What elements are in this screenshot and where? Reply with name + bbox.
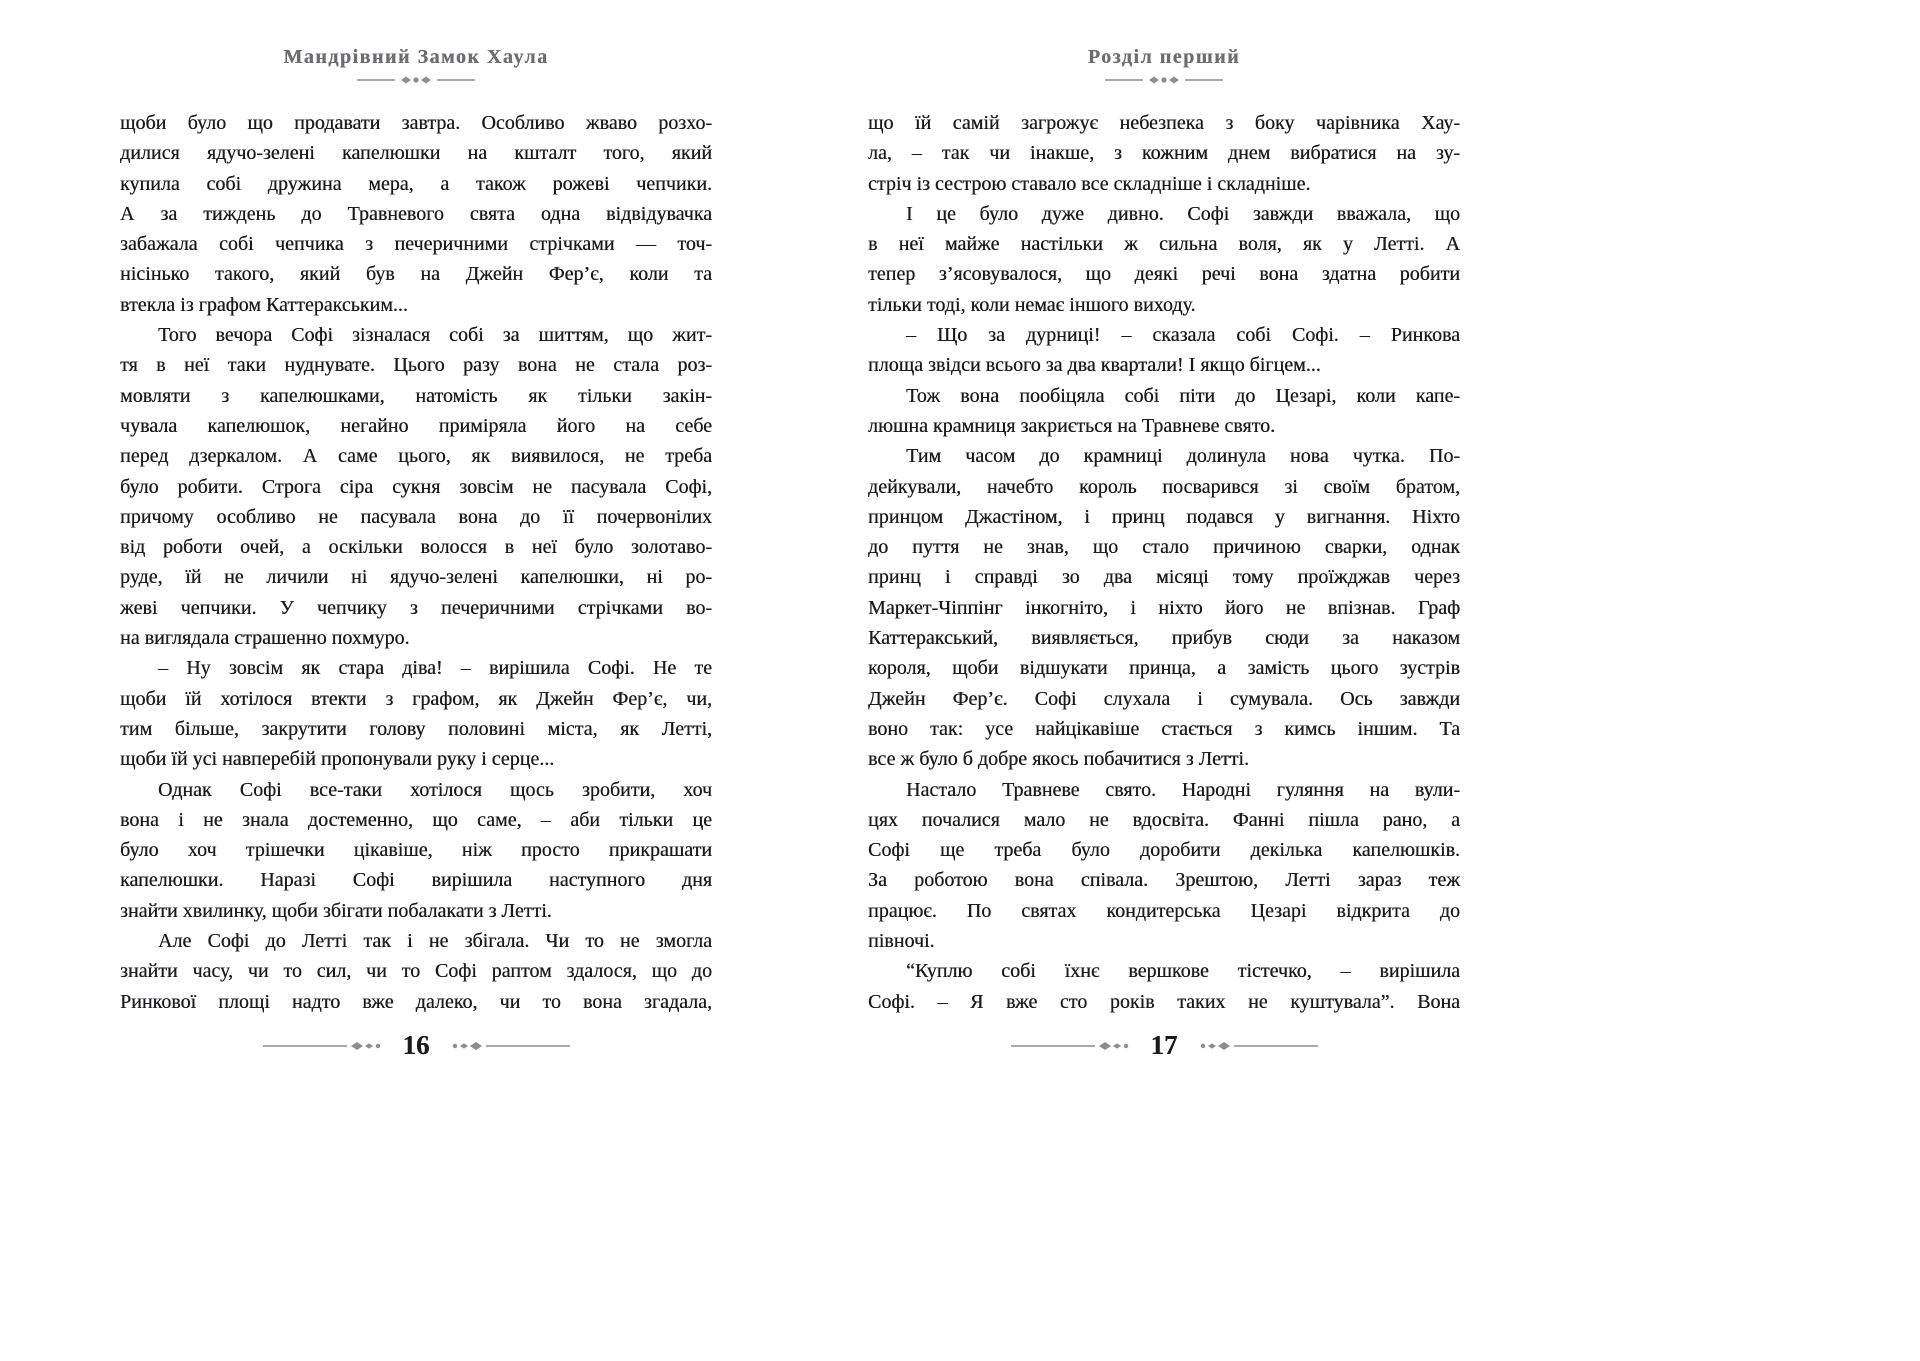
- paragraph: [868, 199, 1460, 320]
- right-header-title: Розділ перший: [1087, 46, 1241, 68]
- footer-flourish-left-icon: [1011, 1039, 1131, 1053]
- text-line: Маркет-Чіппінг інкогніто, і ніхто його не впізнав. Граф: [868, 596, 1460, 619]
- text-line: – Ну зовсім як стара діва! – вирішила Софі. Не те: [158, 657, 712, 680]
- paragraph: [120, 775, 712, 926]
- text-line: Джейн Фер’є. Софі слухала і сумувала. Ось завжди: [868, 687, 1460, 710]
- text-line: було робити. Строга сіра сукня зовсім не пасувала Софі,: [120, 475, 712, 498]
- left-page-number: 16: [402, 1030, 430, 1060]
- text-line: на виглядала страшенно похмуро.: [120, 627, 410, 650]
- text-line: забажала собі чепчика з печеричними стрічками — точ-: [120, 233, 712, 256]
- text-line: Настало Травневе свято. Народні гуляння на вули-: [906, 778, 1460, 801]
- left-header-title: Мандрівний Замок Хаула: [283, 46, 549, 68]
- text-line: в неї майже настільки ж сильна воля, як у Летті. А: [868, 233, 1460, 256]
- text-line: працює. По святах кондитерська Цезарі відкрита до: [868, 899, 1460, 922]
- right-page-text: [868, 108, 1460, 1017]
- text-line: щоби було що продавати завтра. Особливо жваво розхо-: [120, 112, 712, 134]
- text-line: тя в неї таки нуднувате. Цього разу вона не стала роз-: [120, 354, 712, 377]
- right-running-header: [868, 46, 1460, 86]
- left-page-footer: [120, 1030, 712, 1061]
- paragraph: [868, 381, 1460, 442]
- left-page-text: [120, 108, 712, 1017]
- text-line: короля, щоби відшукати принца, а замість цього зустрів: [868, 657, 1460, 680]
- text-line: принц і справді зо два місяці тому проїжджав через: [868, 566, 1460, 589]
- paragraph: [120, 320, 712, 653]
- text-line: А за тиждень до Травневого свята одна відвідувачка: [120, 202, 712, 225]
- text-line: площа звідси всього за два квартали! І якщо бігцем...: [868, 354, 1321, 377]
- paragraph: [120, 653, 712, 774]
- text-line: – Що за дурниці! – сказала собі Софі. – Ринкова: [906, 324, 1460, 347]
- text-line: купила собі дружина мера, а також рожеві чепчики.: [120, 172, 712, 195]
- text-line: Ринкової площі надто вже далеко, чи то вона згадала,: [120, 990, 712, 1013]
- text-line: нісінько такого, який був на Джейн Фер’є, коли та: [120, 263, 712, 286]
- text-line: Софі. – Я вже сто років таких не куштувала”. Вона: [868, 990, 1460, 1013]
- text-line: принцом Джастіном, і принц подався у вигнання. Ніхто: [868, 505, 1460, 528]
- text-line: півночі.: [868, 930, 935, 953]
- paragraph: [868, 775, 1460, 957]
- text-line: Однак Софі все-таки хотілося щось зробити, хоч: [158, 778, 712, 801]
- text-line: воно так: усе найцікавіше стається з кимсь іншим. Та: [868, 717, 1460, 740]
- text-line: За роботою вона співала. Зрештою, Летті зараз теж: [868, 869, 1460, 892]
- footer-flourish-right-icon: [1198, 1039, 1318, 1053]
- text-line: від роботи очей, а оскільки волосся в неї було золотаво-: [120, 536, 712, 559]
- right-page-number: 17: [1150, 1030, 1178, 1060]
- text-line: ла, – так чи інакше, з кожним днем вибратися на зу-: [868, 142, 1460, 165]
- page-right: [868, 0, 1460, 1361]
- paragraph: [868, 441, 1460, 774]
- text-line: Каттеракський, виявляється, прибув сюди за наказом: [868, 627, 1460, 650]
- page-left: [120, 0, 712, 1361]
- text-line: Але Софі до Летті так і не збігала. Чи то не змогла: [158, 930, 712, 953]
- header-divider-icon: [1105, 74, 1223, 86]
- text-line: щоби їй хотілося втекти з графом, як Джейн Фер’є, чи,: [120, 687, 712, 710]
- text-line: що їй самій загрожує небезпека з боку чарівника Хау-: [868, 112, 1460, 134]
- text-line: тільки тоді, коли немає іншого виходу.: [868, 293, 1196, 316]
- text-line: Того вечора Софі зізналася собі за шиттям, що жит-: [158, 324, 712, 347]
- text-line: було хоч трішечки цікавіше, ніж просто прикрашати: [120, 839, 712, 862]
- text-line: вона і не знала достеменно, що саме, – аби тільки це: [120, 808, 712, 831]
- text-line: дейкували, начебто король посварився зі своїм братом,: [868, 475, 1460, 498]
- paragraph: [120, 926, 712, 1017]
- text-line: Тим часом до крамниці долинула нова чутка. По-: [906, 445, 1460, 468]
- text-line: І це було дуже дивно. Софі завжди вважала, що: [906, 202, 1460, 225]
- text-line: причому особливо не пасувала вона до її почервонілих: [120, 505, 712, 528]
- text-line: знайти часу, чи то сил, чи то Софі раптом здалося, що до: [120, 960, 712, 983]
- text-line: втекла із графом Каттеракським...: [120, 293, 408, 316]
- footer-flourish-left-icon: [263, 1039, 383, 1053]
- text-line: Тож вона пообіцяла собі піти до Цезарі, коли капе-: [906, 384, 1460, 407]
- right-page-footer: [868, 1030, 1460, 1061]
- text-line: знайти хвилинку, щоби збігати побалакати з Летті.: [120, 899, 552, 922]
- text-line: до пуття не знав, що стало причиною сварки, однак: [868, 536, 1460, 559]
- text-line: тепер з’ясовувалося, що деякі речі вона здатна робити: [868, 263, 1460, 286]
- paragraph: [868, 320, 1460, 381]
- footer-flourish-right-icon: [450, 1039, 570, 1053]
- text-line: чувала капелюшок, негайно приміряла його на себе: [120, 414, 712, 437]
- paragraph: [868, 108, 1460, 199]
- text-line: дилися ядучо-зелені капелюшки на кшталт того, який: [120, 142, 712, 165]
- text-line: мовляти з капелюшками, натомість як тільки закін-: [120, 384, 712, 407]
- text-line: цях почалися мало не вдосвіта. Фанні пішла рано, а: [868, 808, 1460, 831]
- text-line: Софі ще треба було доробити декілька капелюшків.: [868, 839, 1460, 862]
- left-running-header: [120, 46, 712, 86]
- text-line: руде, їй не личили ні ядучо-зелені капелюшки, ні ро-: [120, 566, 712, 589]
- text-line: перед дзеркалом. А саме цього, як виявилося, не треба: [120, 445, 712, 468]
- text-line: “Куплю собі їхнє вершкове тістечко, – вирішила: [906, 960, 1460, 983]
- text-line: все ж було б добре якось побачитися з Летті.: [868, 748, 1249, 771]
- text-line: стріч із сестрою ставало все складніше і складніше.: [868, 172, 1311, 195]
- text-line: жеві чепчики. У чепчику з печеричними стрічками во-: [120, 596, 712, 619]
- text-line: люшна крамниця закриється на Травневе свято.: [868, 414, 1276, 437]
- paragraph: [868, 956, 1460, 1017]
- paragraph: [120, 108, 712, 320]
- text-line: тим більше, закрутити голову половині міста, як Летті,: [120, 717, 712, 740]
- header-divider-icon: [357, 74, 475, 86]
- text-line: щоби їй усі навперебій пропонували руку і серце...: [120, 748, 555, 771]
- text-line: капелюшки. Наразі Софі вирішила наступного дня: [120, 869, 712, 892]
